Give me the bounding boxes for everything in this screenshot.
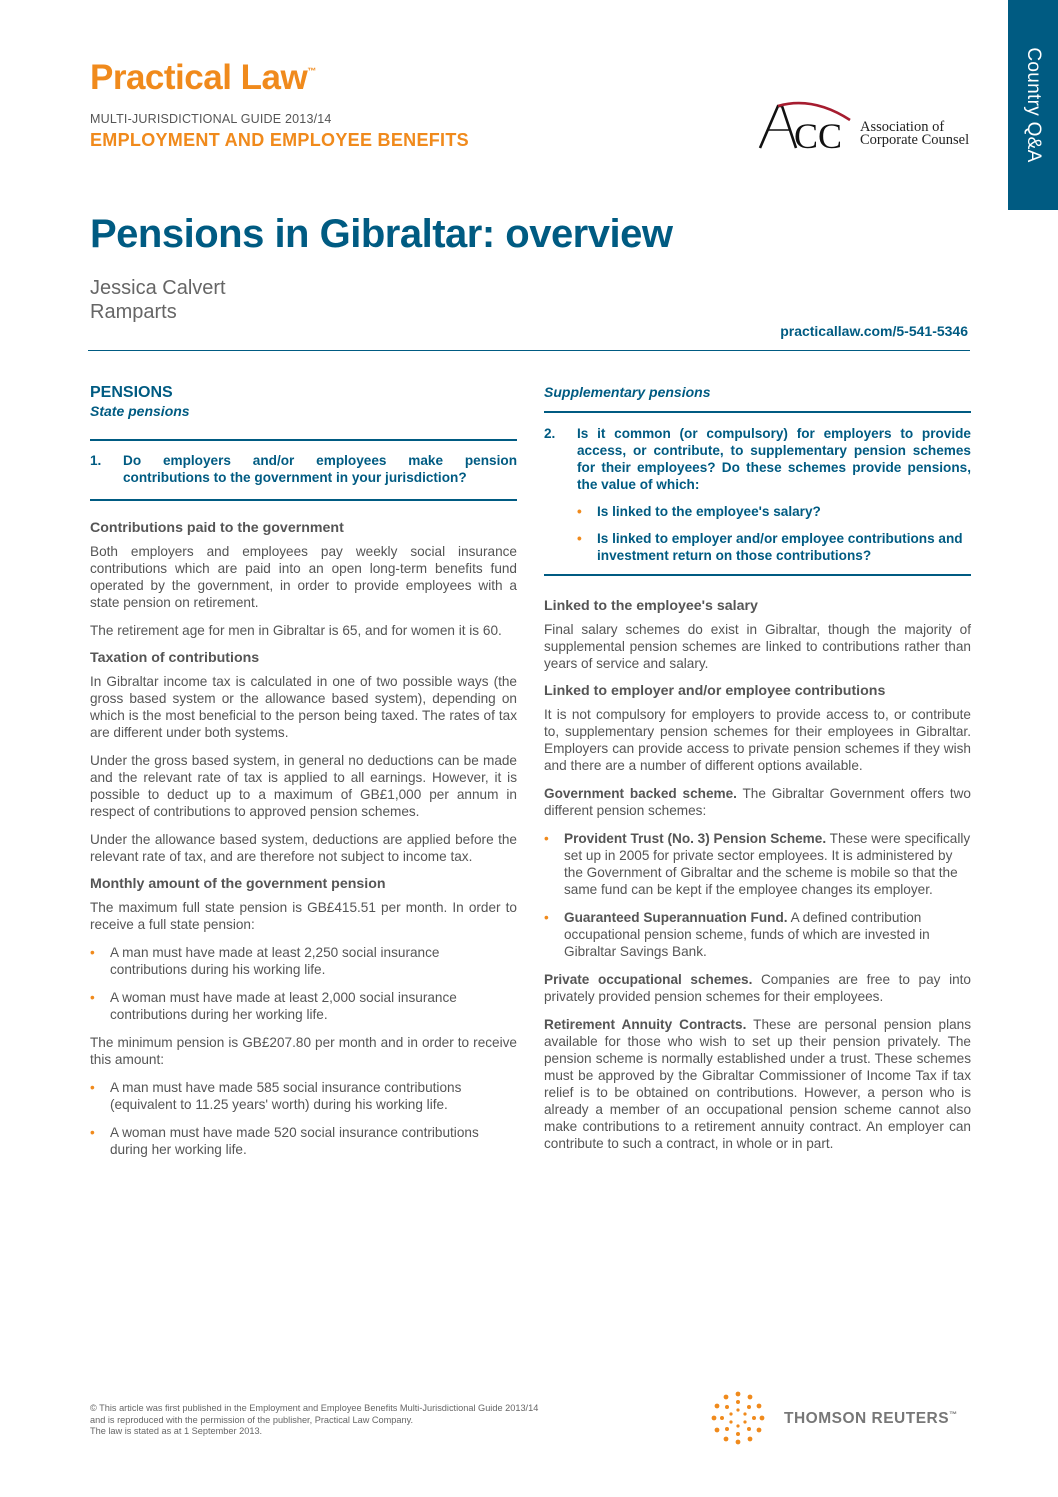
- header-divider: [88, 350, 970, 351]
- author-firm: Ramparts: [90, 301, 177, 323]
- right-column: [544, 384, 971, 1163]
- acc-logo-mark: [758, 98, 860, 154]
- guide-topic: EMPLOYMENT AND EMPLOYEE BENEFITS: [90, 130, 469, 150]
- left-column: [90, 384, 517, 1169]
- run-in-heading: Government backed scheme.: [544, 786, 737, 801]
- list-item: [544, 909, 971, 960]
- brand-name: Practical Law: [90, 58, 308, 97]
- list-item-lead: Guaranteed Superannuation Fund.: [564, 910, 788, 925]
- list-item: [544, 830, 971, 898]
- bullet-icon: •: [90, 1125, 95, 1140]
- paragraph: The retirement age for men in Gibraltar is 65, and for women it is 60.: [90, 623, 502, 638]
- section-monthly-amount-heading: Monthly amount of the government pension: [90, 876, 386, 892]
- paragraph: In Gibraltar income tax is calculated in one of two possible ways (the gross based system or the allowance based system), depending on which is the most beneficial to the person being taxed. The rates of tax are different under both systems.: [90, 674, 517, 740]
- question-rule-top: [544, 411, 971, 413]
- list-item-text: A man must have made at least 2,250 social insurance contributions during his working life.: [110, 945, 440, 977]
- list-item: [90, 944, 517, 978]
- question-2-number: 2.: [544, 426, 556, 441]
- copyright-line-1: © This article was first published in the Employment and Employee Benefits Multi-Jurisdictional Guide 2013/14: [90, 1403, 539, 1413]
- paragraph: The minimum pension is GB£207.80 per month and in order to receive this amount:: [90, 1035, 517, 1067]
- run-in-heading: Private occupational schemes.: [544, 972, 753, 987]
- practical-law-logo: [90, 58, 316, 98]
- question-2-subitem: [577, 530, 971, 564]
- paragraph-government-scheme: [544, 785, 971, 819]
- list-item-lead: Provident Trust (No. 3) Pension Scheme.: [564, 831, 827, 846]
- list-item-text: A defined contribution occupational pension scheme, funds of which are invested in Gibraltar Savings Bank.: [564, 910, 930, 959]
- brand-trademark: ™: [307, 66, 316, 76]
- section-taxation-heading: Taxation of contributions: [90, 650, 260, 666]
- acc-line-1: Association of: [860, 119, 945, 135]
- run-in-heading: Retirement Annuity Contracts.: [544, 1017, 747, 1032]
- page-title: Pensions in Gibraltar: overview: [90, 212, 673, 256]
- thomson-reuters-logo: [710, 1390, 980, 1446]
- bullet-icon: •: [90, 945, 95, 960]
- section-salary-heading: Linked to the employee's salary: [544, 598, 758, 614]
- section-contributions-linked-heading: Linked to employer and/or employee contributions: [544, 683, 886, 699]
- list-item-text: A man must have made 585 social insurance contributions (equivalent to 11.25 years' worth) during his working life.: [110, 1080, 462, 1112]
- list-item: [90, 1124, 517, 1158]
- thomson-reuters-wordmark: [784, 1410, 958, 1428]
- paragraph: Both employers and employees pay weekly social insurance contributions which are paid into an open long-term benefits fund operated by the government, in order to provide employees with a state pension on retirement.: [90, 544, 517, 610]
- paragraph: Final salary schemes do exist in Gibraltar, though the majority of supplemental pension schemes are linked to contributions rather than years of service and salary.: [544, 622, 971, 671]
- list-item: [90, 989, 517, 1023]
- paragraph: It is not compulsory for employers to provide access to, or contribute to, supplementary pension schemes for their employees in Gibraltar. Employers can provide access to private pension schemes if they wish and there are a number of different options available.: [544, 707, 971, 773]
- list-item-text: These were specifically set up in 2005 for private sector employees. It is administered by the Government of Gibraltar and the scheme is mobile so that the same fund can be kept if the employee changes its employer.: [564, 831, 971, 897]
- bullet-icon: •: [544, 831, 549, 846]
- thomson-reuters-trademark: ™: [949, 1410, 958, 1419]
- acc-logo-letters: CC: [794, 116, 843, 154]
- question-1-text: Do employers and/or employees make pension contributions to the government in your jurisdiction?: [123, 453, 517, 485]
- question-rule-bottom: [544, 574, 971, 576]
- question-2-subitem-text: Is linked to employer and/or employee contributions and investment return on those contributions?: [597, 531, 963, 563]
- copyright-note: [90, 1403, 538, 1438]
- guide-label: MULTI-JURISDICTIONAL GUIDE 2013/14: [90, 112, 332, 126]
- paragraph: The maximum full state pension is GB£415.51 per month. In order to receive a full state pension:: [90, 900, 517, 932]
- bullet-icon: •: [577, 531, 582, 546]
- question-2-subitem-text: Is linked to the employee's salary?: [597, 504, 821, 519]
- question-1-number: 1.: [90, 453, 102, 468]
- acc-logo: [758, 98, 973, 154]
- bullet-icon: •: [577, 504, 582, 519]
- section-heading-pensions: PENSIONS: [90, 384, 173, 401]
- bullet-icon: •: [90, 1080, 95, 1095]
- question-2: [544, 425, 971, 493]
- paragraph-annuity-contracts: [544, 1016, 971, 1152]
- copyright-line-3: The law is stated as at 1 September 2013.: [90, 1426, 263, 1436]
- thomson-reuters-sunburst-icon: [710, 1390, 766, 1446]
- paragraph-private-schemes: [544, 971, 971, 1005]
- paragraph: Under the allowance based system, deductions are applied before the relevant rate of tax, and are therefore not subject to income tax.: [90, 832, 517, 864]
- author-name: Jessica Calvert: [90, 277, 226, 299]
- paragraph-text: These are personal pension plans available for those who wish to set up their pension privately. The pension scheme is normally established under a trust. These schemes must be approved by the Gibraltar Commissioner of Income Tax if tax relief is to be obtained on contributions. However, a person who is already a member of an occupational pension scheme cannot also make contributions to a retirement annuity contract. An employer can contribute to such a contract, in whole or in part.: [544, 1017, 972, 1151]
- paragraph-text: Companies are free to pay into privately provided pension schemes for their employees.: [544, 972, 971, 1004]
- acc-line-2: Corporate Counsel: [860, 132, 970, 148]
- copyright-line-2: and is reproduced with the permission of the publisher, Practical Law Company.: [90, 1414, 414, 1425]
- document-link[interactable]: practicallaw.com/5-541-5346: [780, 323, 968, 339]
- list-item: [90, 1079, 517, 1113]
- paragraph: Under the gross based system, in general no deductions can be made and the relevant rate of tax is applied to all earnings. However, it is possible to deduct up to a maximum of GB£1,000 per annum in respect of contributions to approved pension schemes.: [90, 753, 517, 819]
- list-item-text: A woman must have made at least 2,000 social insurance contributions during her working life.: [110, 990, 457, 1022]
- question-rule-bottom: [90, 499, 517, 501]
- subheading-state-pensions: State pensions: [90, 403, 190, 419]
- subheading-supplementary-pensions: Supplementary pensions: [544, 384, 711, 400]
- question-2-text: Is it common (or compulsory) for employers to provide access, or contribute, to supplementary pension schemes for their employees? Do these schemes provide pensions, the value of which:: [577, 426, 971, 492]
- paragraph-text: The Gibraltar Government offers two different pension schemes:: [544, 786, 971, 818]
- bullet-icon: •: [544, 910, 549, 925]
- list-item-text: A woman must have made 520 social insurance contributions during her working life.: [110, 1125, 479, 1157]
- question-rule-top: [90, 439, 517, 441]
- bullet-icon: •: [90, 990, 95, 1005]
- question-2-subitem: [577, 503, 971, 520]
- country-qa-tab: [1008, 0, 1058, 210]
- section-contributions-heading: Contributions paid to the government: [90, 520, 344, 536]
- thomson-reuters-name: THOMSON REUTERS: [784, 1410, 950, 1428]
- country-qa-label: Country Q&A: [1023, 47, 1044, 163]
- author-block: [90, 276, 226, 324]
- question-1: [90, 452, 517, 486]
